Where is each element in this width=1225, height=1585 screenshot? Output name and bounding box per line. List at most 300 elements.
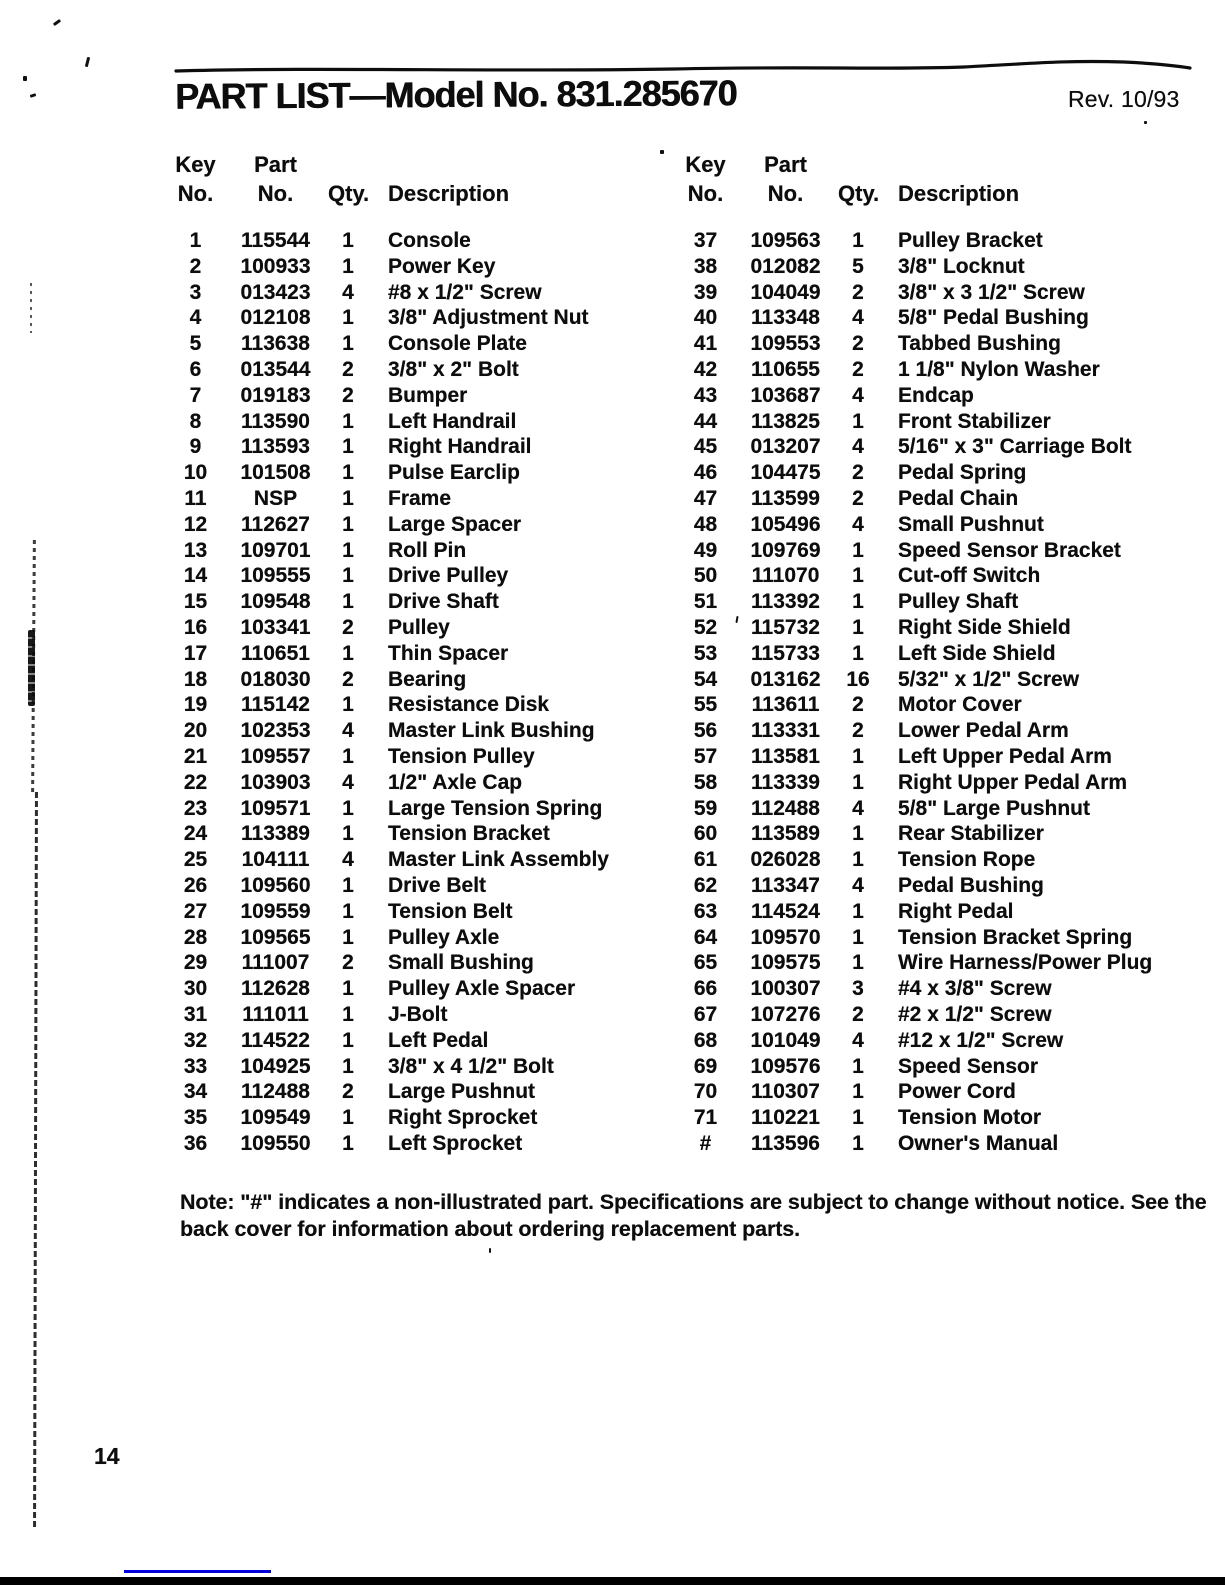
- cell-part-no: 114524: [751, 899, 820, 923]
- cell-part-no: 026028: [750, 848, 821, 872]
- table-row: [678, 1105, 1218, 1131]
- cell-part-no: 109549: [240, 1106, 311, 1130]
- table-row: [678, 434, 1218, 460]
- table-row: [168, 589, 668, 615]
- table-row: [168, 744, 668, 770]
- cell-key-no: 71: [693, 1106, 718, 1130]
- page-number: 14: [94, 1443, 120, 1469]
- cell-description: Tension Rope: [898, 848, 1036, 872]
- cell-part-no: 111070: [751, 564, 820, 588]
- cell-key-no: 23: [183, 796, 208, 820]
- cell-qty: 2: [852, 280, 864, 304]
- header-part: Part: [764, 152, 807, 177]
- cell-part-no: 105496: [750, 512, 821, 536]
- cell-description: Tabbed Bushing: [898, 332, 1061, 356]
- table-row: [678, 718, 1218, 744]
- cell-description: Rear Stabilizer: [898, 822, 1044, 846]
- cell-description: Left Sprocket: [388, 1131, 523, 1155]
- cell-part-no: 110651: [241, 641, 310, 665]
- table-row: [678, 1079, 1218, 1105]
- cell-part-no: 113348: [751, 306, 820, 330]
- cell-qty: 2: [852, 486, 864, 510]
- cell-description: Large Tension Spring: [388, 796, 603, 820]
- cell-part-no: 107276: [750, 1002, 821, 1026]
- cell-key-no: 56: [693, 719, 718, 743]
- cell-qty: 2: [852, 1002, 864, 1026]
- cell-qty: 2: [342, 667, 354, 691]
- cell-key-no: 18: [183, 667, 208, 691]
- cell-part-no: 019183: [240, 383, 311, 407]
- scan-speck: [489, 1248, 491, 1253]
- table-row: [678, 563, 1218, 589]
- cell-key-no: 1: [189, 229, 202, 252]
- header-key: Key: [685, 152, 726, 177]
- cell-qty: 1: [342, 1106, 354, 1130]
- table-rows-right: [678, 228, 1218, 1157]
- cell-description: Pulse Earclip: [388, 461, 520, 485]
- table-row: [678, 1002, 1218, 1028]
- cell-qty: 1: [852, 538, 864, 562]
- cell-part-no: 113638: [241, 332, 310, 356]
- cell-description: Console: [388, 229, 471, 252]
- table-header-left: [168, 150, 668, 208]
- cell-key-no: 65: [693, 951, 718, 975]
- table-row: [678, 821, 1218, 847]
- cell-qty: 4: [852, 512, 864, 536]
- cell-key-no: 67: [693, 1002, 718, 1026]
- cell-qty: 4: [852, 1028, 864, 1052]
- cell-description: Small Pushnut: [898, 512, 1044, 536]
- cell-key-no: 42: [693, 357, 718, 381]
- cell-description: Power Cord: [898, 1080, 1016, 1104]
- cell-qty: 1: [342, 409, 354, 433]
- cell-qty: 16: [846, 667, 870, 691]
- cell-key-no: #: [699, 1131, 712, 1155]
- table-row: [678, 486, 1218, 512]
- cell-key-no: 21: [183, 744, 208, 768]
- table-row: [678, 847, 1218, 873]
- cell-description: Small Bushing: [388, 951, 534, 975]
- cell-part-no: 109553: [750, 332, 821, 356]
- cell-description: Right Side Shield: [898, 615, 1071, 639]
- table-row: [168, 692, 668, 718]
- cell-description: J-Bolt: [388, 1002, 448, 1026]
- cell-description: Pedal Spring: [898, 461, 1027, 485]
- header-part-no: No.: [767, 181, 804, 206]
- cell-part-no: 112627: [241, 512, 310, 536]
- cell-qty: 1: [342, 641, 354, 665]
- cell-description: Speed Sensor Bracket: [898, 538, 1121, 562]
- cell-key-no: 2: [189, 254, 202, 278]
- table-row: [678, 976, 1218, 1002]
- cell-key-no: 35: [183, 1106, 208, 1130]
- table-row: [678, 1131, 1218, 1157]
- cell-part-no: 115142: [241, 693, 310, 717]
- cell-key-no: 8: [189, 409, 202, 433]
- cell-description: Large Pushnut: [388, 1080, 536, 1104]
- cell-description: #2 x 1/2" Screw: [898, 1002, 1052, 1026]
- table-row: [168, 641, 668, 667]
- cell-description: Console Plate: [388, 332, 527, 356]
- cell-part-no: 018030: [240, 667, 311, 691]
- cell-part-no: 113825: [751, 409, 820, 433]
- cell-qty: 1: [342, 693, 354, 717]
- scan-speck: [23, 76, 27, 81]
- cell-qty: 4: [342, 719, 354, 743]
- cell-key-no: 27: [183, 899, 208, 923]
- cell-description: 3/8" Adjustment Nut: [388, 306, 589, 330]
- cell-description: Right Pedal: [898, 899, 1014, 923]
- table-row: [168, 976, 668, 1002]
- table-row: [678, 512, 1218, 538]
- table-row: [168, 1002, 668, 1028]
- cell-description: 3/8" x 2" Bolt: [388, 357, 519, 381]
- cell-description: Right Upper Pedal Arm: [898, 770, 1128, 794]
- cell-key-no: 19: [183, 693, 208, 717]
- table-row: [678, 641, 1218, 667]
- cell-key-no: 40: [693, 306, 718, 330]
- cell-qty: 3: [852, 977, 864, 1001]
- cell-description: Thin Spacer: [388, 641, 509, 665]
- header-description: Description: [898, 181, 1020, 206]
- cell-part-no: 113347: [751, 873, 820, 897]
- cell-key-no: 7: [189, 383, 202, 407]
- cell-qty: 4: [852, 435, 864, 459]
- cell-part-no: 104925: [240, 1054, 311, 1078]
- footer-black-bar: [0, 1577, 1225, 1585]
- cell-part-no: 109571: [240, 796, 311, 820]
- cell-description: Pedal Bushing: [898, 873, 1044, 897]
- cell-description: Wire Harness/Power Plug: [898, 951, 1153, 975]
- cell-part-no: 012082: [750, 254, 821, 278]
- cell-key-no: 14: [183, 564, 208, 588]
- cell-part-no: 109548: [240, 590, 311, 614]
- scan-speck: [30, 93, 37, 98]
- table-row: [678, 925, 1218, 951]
- cell-qty: 1: [342, 1028, 354, 1052]
- cell-part-no: 100307: [750, 977, 821, 1001]
- cell-qty: 1: [342, 744, 354, 768]
- scan-speck: [1144, 121, 1147, 124]
- table-row: [678, 357, 1218, 383]
- cell-part-no: 104475: [750, 461, 821, 485]
- cell-part-no: 109560: [240, 873, 311, 897]
- cell-description: Endcap: [898, 383, 974, 407]
- cell-description: Left Pedal: [388, 1028, 489, 1052]
- cell-qty: 2: [342, 383, 354, 407]
- cell-description: Frame: [388, 486, 452, 510]
- cell-part-no: 104111: [241, 848, 310, 872]
- revision-label: Rev. 10/93: [1068, 86, 1180, 112]
- cell-qty: 4: [852, 796, 864, 820]
- cell-qty: 1: [342, 306, 354, 330]
- cell-part-no: 109557: [240, 744, 311, 768]
- cell-description: Lower Pedal Arm: [898, 719, 1069, 743]
- cell-qty: 1: [852, 744, 864, 768]
- header-key: Key: [175, 152, 216, 177]
- cell-qty: 1: [342, 254, 354, 278]
- cell-key-no: 45: [693, 435, 718, 459]
- cell-description: 5/32" x 1/2" Screw: [898, 667, 1080, 691]
- cell-qty: 2: [852, 461, 864, 485]
- table-row: [678, 460, 1218, 486]
- cell-key-no: 46: [693, 461, 718, 485]
- table-row: [168, 563, 668, 589]
- cell-key-no: 59: [693, 796, 718, 820]
- cell-part-no: 110307: [751, 1080, 820, 1104]
- cell-description: Tension Belt: [388, 899, 513, 923]
- cell-qty: 1: [852, 564, 864, 588]
- cell-qty: 2: [342, 951, 354, 975]
- cell-qty: 2: [852, 719, 864, 743]
- cell-qty: 1: [342, 512, 354, 536]
- table-row: [168, 538, 668, 564]
- cell-key-no: 9: [189, 435, 202, 459]
- cell-qty: 4: [852, 873, 864, 897]
- cell-qty: 1: [852, 590, 864, 614]
- cell-key-no: 69: [693, 1054, 718, 1078]
- table-row: [678, 744, 1218, 770]
- cell-description: Pedal Chain: [898, 486, 1019, 510]
- cell-part-no: 012108: [240, 306, 311, 330]
- table-row: [168, 434, 668, 460]
- table-row: [168, 357, 668, 383]
- cell-description: #8 x 1/2" Screw: [388, 280, 542, 304]
- table-row: [168, 305, 668, 331]
- table-row: [168, 718, 668, 744]
- cell-qty: 2: [852, 332, 864, 356]
- cell-description: Roll Pin: [388, 538, 467, 562]
- cell-part-no: 109570: [750, 925, 821, 949]
- scan-speck: [85, 57, 90, 67]
- cell-key-no: 17: [183, 641, 208, 665]
- cell-key-no: 58: [693, 770, 718, 794]
- cell-key-no: 20: [183, 719, 208, 743]
- cell-qty: 1: [852, 229, 864, 252]
- cell-description: Tension Pulley: [388, 744, 535, 768]
- cell-description: 3/8" x 4 1/2" Bolt: [388, 1054, 554, 1078]
- cell-description: Front Stabilizer: [898, 409, 1051, 433]
- cell-qty: 1: [342, 461, 354, 485]
- header-spacer: [838, 150, 878, 179]
- header-key-no: No.: [687, 181, 724, 206]
- table-row: [168, 460, 668, 486]
- cell-key-no: 16: [183, 615, 208, 639]
- table-row: [678, 280, 1218, 306]
- cell-description: 3/8" x 3 1/2" Screw: [898, 280, 1085, 304]
- cell-qty: 4: [342, 848, 354, 872]
- table-row: [168, 847, 668, 873]
- cell-part-no: 013162: [750, 667, 821, 691]
- cell-part-no: 013544: [240, 357, 311, 381]
- cell-key-no: 61: [693, 848, 718, 872]
- table-row: [168, 280, 668, 306]
- cell-key-no: 53: [693, 641, 718, 665]
- cell-key-no: 64: [693, 925, 718, 949]
- cell-description: 1 1/8" Nylon Washer: [898, 357, 1100, 381]
- table-row: [678, 770, 1218, 796]
- cell-qty: 2: [342, 615, 354, 639]
- cell-qty: 1: [852, 409, 864, 433]
- cell-qty: 1: [342, 873, 354, 897]
- cell-key-no: 11: [184, 486, 207, 510]
- header-qty: Qty.: [838, 181, 880, 206]
- table-row: [168, 331, 668, 357]
- header-spacer: [328, 150, 368, 179]
- cell-part-no: 114522: [241, 1028, 310, 1052]
- cell-part-no: 112488: [751, 796, 820, 820]
- cell-part-no: 109769: [750, 538, 821, 562]
- parts-table-left-column: [168, 150, 668, 1157]
- cell-qty: 1: [342, 1131, 354, 1155]
- table-row: [168, 1105, 668, 1131]
- scan-edge-artifact: [33, 792, 38, 1530]
- table-row: [678, 228, 1218, 254]
- cell-qty: 1: [852, 615, 864, 639]
- cell-key-no: 48: [693, 512, 718, 536]
- cell-part-no: 112628: [241, 977, 310, 1001]
- cell-qty: 4: [852, 306, 864, 330]
- cell-qty: 1: [342, 899, 354, 923]
- cell-key-no: 30: [183, 977, 208, 1001]
- cell-description: Left Side Shield: [898, 641, 1056, 665]
- scan-speck: [53, 19, 61, 26]
- cell-part-no: 113611: [751, 693, 820, 717]
- cell-part-no: 109555: [240, 564, 311, 588]
- cell-description: Drive Pulley: [388, 564, 509, 588]
- cell-key-no: 10: [183, 461, 208, 485]
- cell-qty: 1: [852, 1080, 864, 1104]
- table-row: [168, 512, 668, 538]
- cell-part-no: 113599: [751, 486, 820, 510]
- cell-key-no: 28: [183, 925, 208, 949]
- cell-part-no: 113339: [751, 770, 820, 794]
- cell-part-no: 109559: [240, 899, 311, 923]
- table-row: [168, 615, 668, 641]
- cell-description: Owner's Manual: [898, 1131, 1059, 1155]
- cell-qty: 2: [342, 357, 354, 381]
- table-row: [168, 821, 668, 847]
- cell-part-no: 113581: [751, 744, 820, 768]
- cell-description: Pulley Shaft: [898, 590, 1019, 614]
- table-row: [168, 899, 668, 925]
- cell-description: #4 x 3/8" Screw: [898, 977, 1052, 1001]
- table-row: [678, 873, 1218, 899]
- cell-description: Pulley Axle Spacer: [388, 977, 576, 1001]
- cell-qty: 1: [342, 1002, 354, 1026]
- cell-description: Tension Bracket Spring: [898, 925, 1133, 949]
- table-row: [678, 796, 1218, 822]
- table-row: [678, 1028, 1218, 1054]
- cell-part-no: 111007: [241, 951, 310, 975]
- table-row: [678, 692, 1218, 718]
- cell-description: 1/2" Axle Cap: [388, 770, 523, 794]
- cell-part-no: 100933: [240, 254, 311, 278]
- table-row: [168, 873, 668, 899]
- header-qty: Qty.: [328, 181, 370, 206]
- cell-description: 5/8" Large Pushnut: [898, 796, 1090, 820]
- cell-qty: 1: [342, 538, 354, 562]
- cell-key-no: 38: [693, 254, 718, 278]
- cell-description: Bearing: [388, 667, 467, 691]
- cell-key-no: 22: [183, 770, 208, 794]
- cell-key-no: 29: [183, 951, 208, 975]
- cell-part-no: NSP: [253, 486, 298, 510]
- cell-qty: 5: [852, 254, 864, 278]
- cell-key-no: 70: [693, 1080, 718, 1104]
- cell-description: Right Handrail: [388, 435, 532, 459]
- cell-description: Master Link Assembly: [388, 848, 609, 872]
- cell-description: Pulley Bracket: [898, 229, 1043, 252]
- cell-part-no: 013423: [240, 280, 311, 304]
- cell-key-no: 34: [183, 1080, 208, 1104]
- scan-edge-artifact: [28, 630, 35, 706]
- cell-qty: 1: [852, 925, 864, 949]
- cell-key-no: 60: [693, 822, 718, 846]
- header-key-no: No.: [177, 181, 214, 206]
- cell-key-no: 52: [693, 615, 718, 639]
- cell-key-no: 57: [693, 744, 718, 768]
- table-row: [678, 950, 1218, 976]
- cell-description: Tension Bracket: [388, 822, 550, 846]
- cell-part-no: 109565: [240, 925, 311, 949]
- cell-qty: 1: [852, 1106, 864, 1130]
- cell-qty: 1: [342, 925, 354, 949]
- cell-key-no: 41: [693, 332, 718, 356]
- scan-edge-artifact: [30, 283, 32, 333]
- table-row: [678, 899, 1218, 925]
- cell-part-no: 113589: [751, 822, 820, 846]
- cell-part-no: 103903: [240, 770, 311, 794]
- cell-qty: 4: [342, 280, 354, 304]
- cell-qty: 1: [852, 899, 864, 923]
- footer-blue-underline: [124, 1570, 271, 1573]
- cell-qty: 2: [852, 357, 864, 381]
- cell-key-no: 5: [189, 332, 202, 356]
- cell-part-no: 109575: [750, 951, 821, 975]
- cell-part-no: 113392: [751, 590, 820, 614]
- cell-part-no: 113596: [751, 1131, 820, 1155]
- cell-qty: 1: [342, 590, 354, 614]
- table-row: [678, 331, 1218, 357]
- table-row: [168, 796, 668, 822]
- cell-key-no: 62: [693, 873, 718, 897]
- header-part-no: No.: [257, 181, 294, 206]
- cell-part-no: 103687: [750, 383, 821, 407]
- header-spacer: [878, 150, 1218, 179]
- parts-table-right-column: [678, 150, 1218, 1157]
- table-row: [168, 1054, 668, 1080]
- footnote-line: Note: "#" indicates a non-illustrated part. Specifications are subject to change without notice. See the: [180, 1190, 1207, 1214]
- cell-part-no: 115732: [751, 615, 820, 639]
- cell-part-no: 101508: [240, 461, 311, 485]
- cell-key-no: 32: [183, 1028, 208, 1052]
- cell-part-no: 103341: [240, 615, 311, 639]
- cell-qty: 1: [852, 951, 864, 975]
- table-row: [678, 254, 1218, 280]
- table-row: [168, 228, 668, 254]
- footnote-line: back cover for information about ordering replacement parts.: [180, 1217, 801, 1241]
- cell-part-no: 104049: [750, 280, 821, 304]
- cell-key-no: 33: [183, 1054, 208, 1078]
- cell-part-no: 110221: [751, 1106, 820, 1130]
- cell-description: Tension Motor: [898, 1106, 1042, 1130]
- table-row: [168, 409, 668, 435]
- cell-part-no: 113331: [751, 719, 820, 743]
- cell-description: Right Sprocket: [388, 1106, 538, 1130]
- cell-key-no: 63: [693, 899, 718, 923]
- cell-qty: 2: [342, 1080, 354, 1104]
